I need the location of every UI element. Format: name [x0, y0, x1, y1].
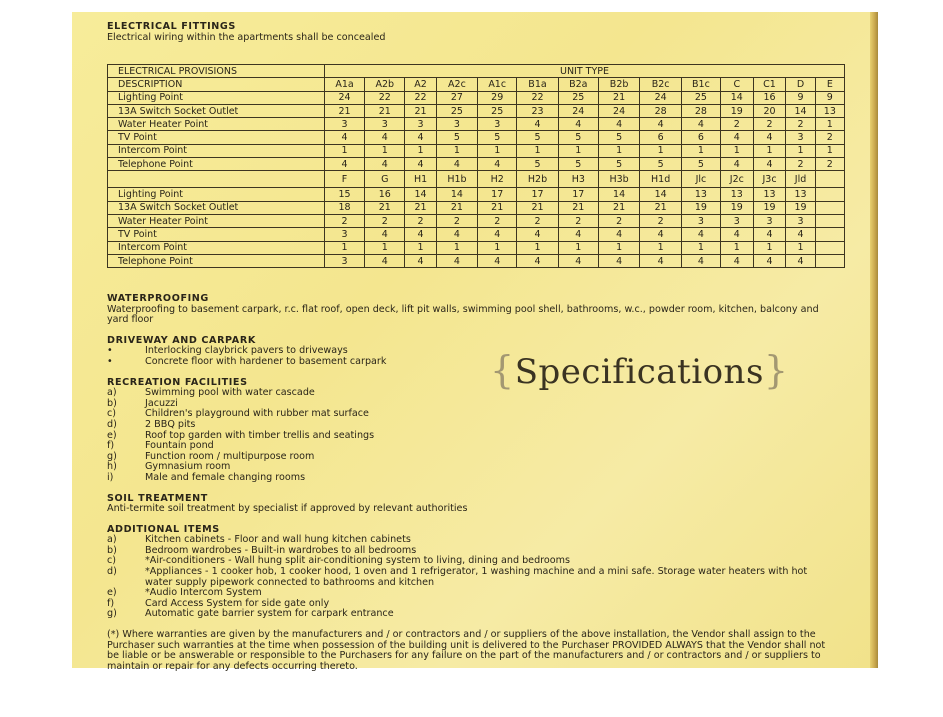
- table-cell: 1: [325, 241, 365, 254]
- table-cell: 2: [517, 214, 559, 227]
- table-cell: 21: [558, 201, 598, 214]
- list-item: [107, 609, 827, 620]
- row-label: 13A Switch Socket Outlet: [108, 104, 325, 117]
- table-cell: 4: [681, 228, 720, 241]
- table-row: [108, 144, 845, 157]
- table-cell: 21: [405, 201, 436, 214]
- table-cell: 6: [681, 131, 720, 144]
- table-cell: 2: [405, 214, 436, 227]
- unit-type-header: H1d: [640, 171, 682, 188]
- table-cell: 4: [681, 254, 720, 267]
- table-cell: 4: [405, 131, 436, 144]
- soil-title: SOIL TREATMENT: [107, 492, 208, 504]
- list-marker: f): [107, 440, 115, 452]
- table-cell: 3: [325, 254, 365, 267]
- table-cell: 4: [640, 254, 682, 267]
- table-cell: 3: [786, 214, 815, 227]
- electrical-title: ELECTRICAL FITTINGS: [107, 21, 236, 32]
- list-item-text: Bedroom wardrobes - Built-in wardrobes to all bedrooms: [145, 544, 417, 556]
- table-cell: 22: [517, 91, 559, 104]
- unit-type-header: H1: [405, 171, 436, 188]
- row-label: Lighting Point: [108, 91, 325, 104]
- column-header-row: [108, 78, 845, 91]
- table-cell: 1: [815, 118, 844, 131]
- unit-type-header: B2c: [640, 78, 682, 91]
- list-item-text: Children's playground with rubber mat surface: [145, 408, 369, 420]
- table-cell: 1: [640, 241, 682, 254]
- row-label: Telephone Point: [108, 158, 325, 171]
- table-cell: 13: [753, 188, 786, 201]
- unit-type-header: B1c: [681, 78, 720, 91]
- table-cell: 2: [720, 118, 753, 131]
- table-cell: 3: [753, 214, 786, 227]
- table-cell: 21: [365, 201, 405, 214]
- recreation-list: [107, 388, 827, 483]
- waterproofing-title: WATERPROOFING: [107, 293, 209, 304]
- table-cell: 1: [681, 144, 720, 157]
- list-marker: h): [107, 461, 117, 473]
- table-cell: 14: [786, 104, 815, 117]
- table-cell: 14: [405, 188, 436, 201]
- description-header-cell: DESCRIPTION: [108, 78, 325, 91]
- table-cell: 5: [478, 131, 517, 144]
- table-cell: 21: [325, 104, 365, 117]
- table-cell: 3: [365, 118, 405, 131]
- table-cell: 2: [786, 158, 815, 171]
- table-cell: 4: [753, 131, 786, 144]
- table-cell: 13: [815, 104, 844, 117]
- table-cell: 4: [478, 228, 517, 241]
- table-cell: 1: [640, 144, 682, 157]
- table-cell: 14: [640, 188, 682, 201]
- unit-type-header: H3: [558, 171, 598, 188]
- list-item-text: *Air-conditioners - Wall hung split air-conditioning system to living, dining and bedrooms: [145, 555, 570, 567]
- table-cell: 3: [436, 118, 478, 131]
- row-label: Lighting Point: [108, 188, 325, 201]
- table-cell: 19: [720, 104, 753, 117]
- table-row: [108, 201, 845, 214]
- table-cell: 4: [720, 228, 753, 241]
- table-cell: 17: [478, 188, 517, 201]
- list-item-text: *Appliances - 1 cooker hob, 1 cooker hood, 1 oven and 1 refrigerator, 1 washing machine and a mini safe. Storage water heaters with hot water supply pipework connected to bathrooms and kitchen: [145, 566, 808, 588]
- table-cell: 19: [786, 201, 815, 214]
- list-item: [107, 431, 827, 442]
- table-cell: 1: [517, 144, 559, 157]
- electrical-provisions-table: [107, 64, 845, 268]
- table-row: [108, 131, 845, 144]
- table-cell: 1: [786, 144, 815, 157]
- unit-type-header: Jld: [786, 171, 815, 188]
- table-cell: 4: [753, 228, 786, 241]
- table-cell: 4: [753, 254, 786, 267]
- unit-type-header: A2c: [436, 78, 478, 91]
- unit-type-header: A2b: [365, 78, 405, 91]
- table-cell: 17: [517, 188, 559, 201]
- unit-type-header: B2b: [598, 78, 640, 91]
- table-cell: 21: [640, 201, 682, 214]
- table-cell: 4: [598, 254, 640, 267]
- table-cell: 1: [753, 241, 786, 254]
- table-cell: 3: [325, 118, 365, 131]
- table-cell: 2: [815, 158, 844, 171]
- list-marker: i): [107, 471, 114, 483]
- list-item: [107, 409, 827, 420]
- unit-type-header: D: [786, 78, 815, 91]
- table-cell: 3: [681, 214, 720, 227]
- table-cell: 14: [436, 188, 478, 201]
- table-cell: 21: [598, 91, 640, 104]
- list-marker: d): [107, 566, 117, 578]
- unit-type-header: B2a: [558, 78, 598, 91]
- table-cell: 17: [558, 188, 598, 201]
- table-row: [108, 188, 845, 201]
- table-row: [108, 158, 845, 171]
- table-cell: 20: [753, 104, 786, 117]
- table-cell: 4: [365, 158, 405, 171]
- table-cell: 24: [598, 104, 640, 117]
- driveway-title: DRIVEWAY AND CARPARK: [107, 334, 256, 346]
- list-item-text: Male and female changing rooms: [145, 471, 306, 483]
- table-cell: 4: [405, 158, 436, 171]
- table-cell: 9: [786, 91, 815, 104]
- table-row: [108, 228, 845, 241]
- table-cell: 1: [436, 241, 478, 254]
- list-item-text: Automatic gate barrier system for carpark entrance: [145, 608, 394, 620]
- table-row: [108, 91, 845, 104]
- table-row: [108, 104, 845, 117]
- table-cell: 4: [720, 254, 753, 267]
- table-cell: 13: [681, 188, 720, 201]
- table-cell: 1: [517, 241, 559, 254]
- table-cell: 2: [436, 214, 478, 227]
- table-cell: 4: [365, 131, 405, 144]
- table-cell: 4: [405, 254, 436, 267]
- blank-cell: [815, 241, 844, 254]
- table-cell: 4: [720, 158, 753, 171]
- list-marker: •: [107, 345, 113, 357]
- table-cell: 24: [325, 91, 365, 104]
- table-cell: 5: [436, 131, 478, 144]
- unit-type-header: F: [325, 171, 365, 188]
- table-cell: 5: [640, 158, 682, 171]
- table-cell: 1: [478, 241, 517, 254]
- table-row: [108, 241, 845, 254]
- table-cell: 21: [598, 201, 640, 214]
- blank-cell: [815, 228, 844, 241]
- table-cell: 1: [786, 241, 815, 254]
- table-cell: 25: [558, 91, 598, 104]
- table-cell: 1: [325, 144, 365, 157]
- table-cell: 2: [598, 214, 640, 227]
- unit-type-header: J3c: [753, 171, 786, 188]
- table-cell: 4: [753, 158, 786, 171]
- list-marker: e): [107, 429, 117, 441]
- additional-list: [107, 535, 827, 620]
- electrical-note: Electrical wiring within the apartments shall be concealed: [107, 31, 386, 43]
- column-header-row: [108, 171, 845, 188]
- unit-type-header: H3b: [598, 171, 640, 188]
- table-cell: 21: [478, 201, 517, 214]
- banner-title: Specifications: [514, 352, 764, 392]
- table-cell: 4: [558, 118, 598, 131]
- table-cell: 25: [681, 91, 720, 104]
- table-cell: 1: [598, 241, 640, 254]
- unit-type-header: H2b: [517, 171, 559, 188]
- table-cell: 21: [517, 201, 559, 214]
- table-cell: 5: [598, 158, 640, 171]
- list-marker: g): [107, 450, 117, 462]
- table-cell: 4: [517, 228, 559, 241]
- table-cell: 9: [815, 91, 844, 104]
- table-cell: 1: [405, 241, 436, 254]
- table-cell: 1: [436, 144, 478, 157]
- table-cell: 4: [436, 158, 478, 171]
- table-cell: 5: [558, 158, 598, 171]
- unit-type-header: J2c: [720, 171, 753, 188]
- table-cell: 4: [558, 254, 598, 267]
- table-cell: 1: [558, 144, 598, 157]
- table-cell: 3: [405, 118, 436, 131]
- list-item-text: Jacuzzi: [145, 397, 178, 409]
- row-label: Water Heater Point: [108, 118, 325, 131]
- table-cell: 15: [325, 188, 365, 201]
- waterproofing-text: Waterproofing to basement carpark, r.c. flat roof, open deck, lift pit walls, swimming pool shell, bathrooms, w.c., powder room, kitchen, balcony and yard floor: [107, 303, 819, 326]
- table-cell: 13: [786, 188, 815, 201]
- recreation-title: RECREATION FACILITIES: [107, 376, 248, 388]
- table-cell: 25: [478, 104, 517, 117]
- table-cell: 1: [720, 144, 753, 157]
- table-cell: 19: [753, 201, 786, 214]
- list-marker: c): [107, 555, 117, 567]
- table-cell: 19: [720, 201, 753, 214]
- table-cell: 2: [478, 214, 517, 227]
- table-cell: 4: [436, 254, 478, 267]
- table-cell: 1: [720, 241, 753, 254]
- table-cell: 3: [325, 228, 365, 241]
- table-row: [108, 254, 845, 267]
- list-item-text: Fountain pond: [145, 440, 214, 452]
- table-cell: 4: [598, 228, 640, 241]
- table-cell: 4: [517, 118, 559, 131]
- table-cell: 1: [405, 144, 436, 157]
- table-cell: 4: [681, 118, 720, 131]
- table-cell: 22: [365, 91, 405, 104]
- unit-type-header: A1a: [325, 78, 365, 91]
- list-marker: d): [107, 418, 117, 430]
- table-cell: 24: [640, 91, 682, 104]
- table-cell: 4: [478, 158, 517, 171]
- table-cell: 2: [640, 214, 682, 227]
- unit-type-header: A2: [405, 78, 436, 91]
- table-cell: 4: [640, 118, 682, 131]
- table-cell: 4: [325, 158, 365, 171]
- list-marker: b): [107, 397, 117, 409]
- table-cell: 2: [365, 214, 405, 227]
- list-item-text: Card Access System for side gate only: [145, 597, 330, 609]
- table-cell: 4: [365, 254, 405, 267]
- open-brace: {: [490, 348, 515, 392]
- close-brace: }: [763, 348, 789, 392]
- blank-cell: [815, 254, 844, 267]
- table-cell: 4: [640, 228, 682, 241]
- row-label: TV Point: [108, 131, 325, 144]
- table-cell: 3: [720, 214, 753, 227]
- row-label: Water Heater Point: [108, 214, 325, 227]
- list-item-text: *Audio Intercom System: [145, 587, 262, 599]
- table-cell: 4: [517, 254, 559, 267]
- table-cell: 14: [720, 91, 753, 104]
- list-marker: a): [107, 387, 117, 399]
- table-cell: 4: [786, 254, 815, 267]
- list-item-text: Kitchen cabinets - Floor and wall hung kitchen cabinets: [145, 534, 411, 546]
- list-item-text: Function room / multipurpose room: [145, 450, 315, 462]
- row-label: Telephone Point: [108, 254, 325, 267]
- table-cell: 1: [598, 144, 640, 157]
- blank-cell: [815, 171, 844, 188]
- table-cell: 1: [478, 144, 517, 157]
- list-item: [107, 567, 827, 588]
- list-marker: •: [107, 355, 113, 367]
- table-cell: 5: [517, 131, 559, 144]
- soil-text: Anti-termite soil treatment by specialist if approved by relevant authorities: [107, 503, 468, 515]
- row-label: 13A Switch Socket Outlet: [108, 201, 325, 214]
- table-cell: 23: [517, 104, 559, 117]
- unit-type-header: H1b: [436, 171, 478, 188]
- table-cell: 5: [517, 158, 559, 171]
- row-label: Intercom Point: [108, 144, 325, 157]
- list-marker: a): [107, 534, 117, 546]
- table-cell: 2: [558, 214, 598, 227]
- table-cell: 3: [786, 131, 815, 144]
- list-marker: g): [107, 608, 117, 620]
- table-cell: 21: [436, 201, 478, 214]
- table-cell: 22: [405, 91, 436, 104]
- list-marker: f): [107, 597, 115, 609]
- unit-type-header: G: [365, 171, 405, 188]
- table-cell: 25: [436, 104, 478, 117]
- table-cell: 1: [365, 144, 405, 157]
- list-item: [107, 473, 827, 484]
- table-cell: 29: [478, 91, 517, 104]
- table-cell: 28: [681, 104, 720, 117]
- table-cell: 1: [815, 144, 844, 157]
- table-cell: 4: [720, 131, 753, 144]
- table-cell: 2: [786, 118, 815, 131]
- table-title-cell: ELECTRICAL PROVISIONS: [108, 65, 325, 78]
- unit-type-header: C1: [753, 78, 786, 91]
- table-cell: 2: [325, 214, 365, 227]
- table-cell: 1: [558, 241, 598, 254]
- row-label: TV Point: [108, 228, 325, 241]
- table-cell: 4: [325, 131, 365, 144]
- blank-cell: [815, 201, 844, 214]
- additional-title: ADDITIONAL ITEMS: [107, 523, 220, 535]
- electrical-header: [107, 22, 867, 43]
- table-cell: 4: [405, 228, 436, 241]
- unit-type-cell: UNIT TYPE: [325, 65, 845, 78]
- page-edge: [870, 12, 878, 668]
- table-cell: 28: [640, 104, 682, 117]
- table-cell: 24: [558, 104, 598, 117]
- list-item-text: Interlocking claybrick pavers to driveways: [145, 345, 348, 357]
- table-cell: 4: [598, 118, 640, 131]
- list-item-text: 2 BBQ pits: [145, 418, 196, 430]
- footnote: (*) Where warranties are given by the manufacturers and / or contractors and / or suppliers of the above installation, the Vendor shall assign to the Purchaser such warranties at the time when possession of the building unit is delivered to the Purchaser PROVIDED ALWAYS that the Vendor shall not be liable or be answerable or responsible to the Purchasers for any failure on the part of the manufacturers and / or contractors and / or suppliers to maintain or repair for any defects occurring thereto.: [107, 629, 826, 672]
- list-item-text: Roof top garden with timber trellis and seatings: [145, 429, 375, 441]
- table-cell: 1: [681, 241, 720, 254]
- table-cell: 3: [478, 118, 517, 131]
- table-cell: 16: [365, 188, 405, 201]
- table-cell: 5: [681, 158, 720, 171]
- specifications-banner: [490, 348, 789, 392]
- table-row: [108, 214, 845, 227]
- table-cell: 21: [365, 104, 405, 117]
- list-item-text: Concrete floor with hardener to basement carpark: [145, 355, 387, 367]
- table-cell: 5: [558, 131, 598, 144]
- table-cell: 27: [436, 91, 478, 104]
- list-item-text: Swimming pool with water cascade: [145, 387, 315, 399]
- table-cell: 19: [681, 201, 720, 214]
- table-cell: 4: [558, 228, 598, 241]
- table-cell: 6: [640, 131, 682, 144]
- unit-type-header: H2: [478, 171, 517, 188]
- table-header-row: [108, 65, 845, 78]
- table-cell: 4: [478, 254, 517, 267]
- unit-type-header: A1c: [478, 78, 517, 91]
- row-label: Intercom Point: [108, 241, 325, 254]
- table-cell: 13: [720, 188, 753, 201]
- list-marker: e): [107, 587, 117, 599]
- list-marker: b): [107, 544, 117, 556]
- table-cell: 1: [365, 241, 405, 254]
- list-marker: c): [107, 408, 117, 420]
- blank-cell: [815, 188, 844, 201]
- table-cell: 16: [753, 91, 786, 104]
- blank-cell: [815, 214, 844, 227]
- table-row: [108, 118, 845, 131]
- table-cell: 14: [598, 188, 640, 201]
- table-cell: 4: [365, 228, 405, 241]
- table-cell: 4: [436, 228, 478, 241]
- table-cell: 5: [598, 131, 640, 144]
- table-cell: 2: [753, 118, 786, 131]
- table-cell: 4: [786, 228, 815, 241]
- list-item-text: Gymnasium room: [145, 461, 231, 473]
- unit-type-header: B1a: [517, 78, 559, 91]
- table-cell: 18: [325, 201, 365, 214]
- table-cell: 21: [405, 104, 436, 117]
- unit-type-header: Jlc: [681, 171, 720, 188]
- blank-cell: [108, 171, 325, 188]
- unit-type-header: E: [815, 78, 844, 91]
- table-cell: 2: [815, 131, 844, 144]
- unit-type-header: C: [720, 78, 753, 91]
- table-cell: 1: [753, 144, 786, 157]
